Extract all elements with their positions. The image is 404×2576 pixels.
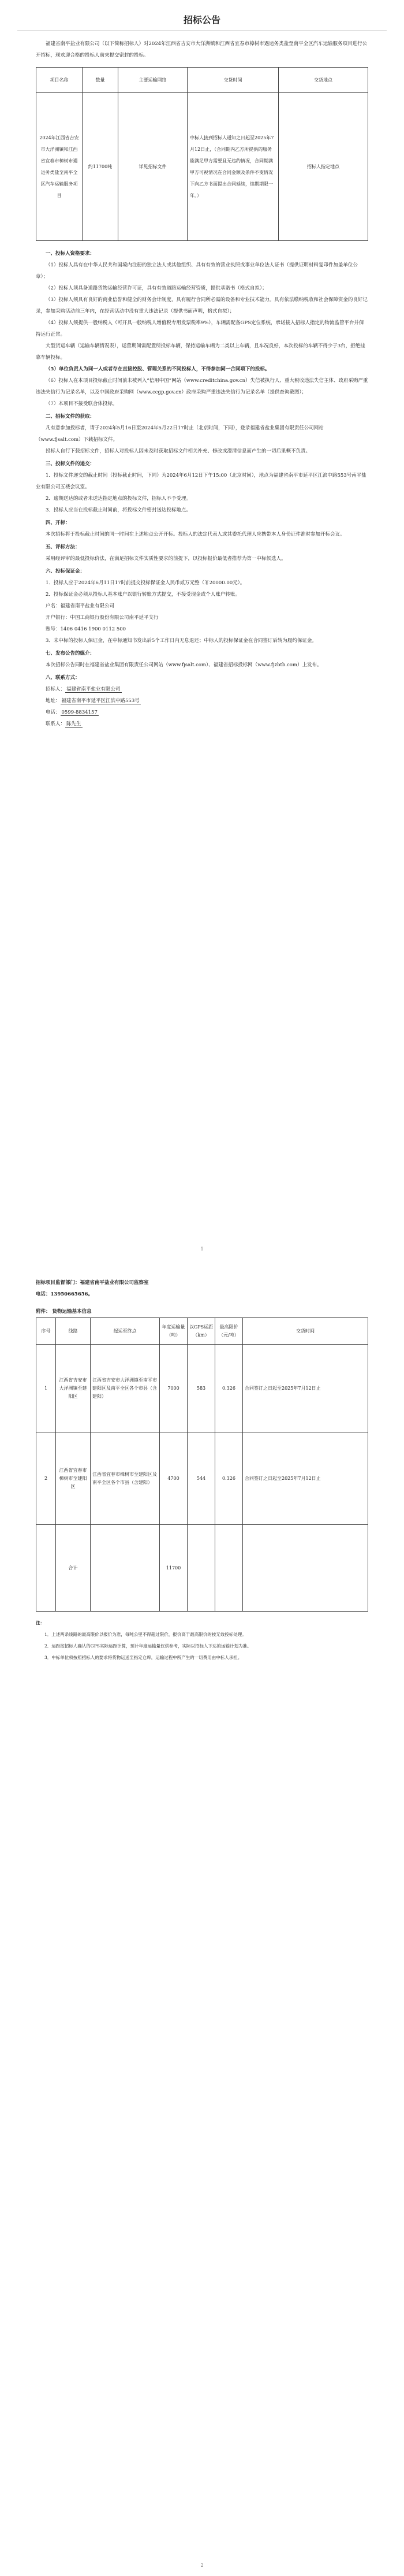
table-header-cell: 主要运输网络: [118, 68, 188, 93]
note-item: 3．中标单位须按照招标人的要求将货物运送至指定仓库，运输过程中所产生的一切费用由中标人承担。: [44, 1655, 242, 1660]
supervision-phone: 电话：13950665656。: [36, 1291, 93, 1297]
submission-item: 3．投标人应当在投标截止时间前，将投标文件密封送达投标地点。: [46, 507, 191, 513]
media-item: 本次招标公告同时在福建省盐业集团有限责任公司网站（www.fjsalt.com）、福建省招标投标网（www.fjzbtb.com）上发布。: [46, 662, 322, 668]
document-page-1: [0, 0, 404, 1260]
bond-item: 2．投标保证金必须从投标人基本账户以银行转账方式提交，不接受现金或个人账户转账。: [46, 592, 240, 597]
table-header-cell: 线路: [56, 1318, 91, 1345]
section-heading: 六、投标保证金：: [46, 569, 85, 574]
table-cell: [91, 1525, 160, 1612]
project-place-cell: 招标人指定地点: [279, 93, 368, 241]
qualification-item: （7）本项目不接受联合体投标。: [46, 401, 118, 407]
qualification-item: （2）投标人须具备道路货物运输经营许可证，具有有效道路运输经营资质，提供承诺书（格式自拟）；: [46, 285, 267, 291]
contact-phone: 电话： 0599-8834157: [46, 710, 98, 715]
project-time-cell: 中标人接到招标人通知之日起至2025年7月12日止，（合同期内乙方所提供的服务能满足甲方需要且无违约情况，合同期满甲方可视情况在合同金额及条件不变情况下向乙方书面提出合同延续，续期期限一年。）: [188, 93, 279, 241]
table-header-cell: 以GPS运距（km）: [188, 1318, 215, 1345]
opening-item: 本次招标将于投标截止时间的同一时间在上述地点公开开标。投标人的法定代表人或其委托代理人应携带本人身份证件准时参加开标会议。: [46, 532, 345, 537]
document-title: 招标公告: [183, 14, 220, 25]
table-cell: 合同签订之日起至2025年7月12日止: [243, 1432, 368, 1525]
supervision-line: 招标项目监督部门：福建省南平盐业有限公司监察室: [36, 1280, 149, 1286]
section-heading: 五、评标方法：: [46, 544, 80, 550]
evaluation-item: 采用经评审的最低投标价法，在满足招标文件实质性要求的前提下，以投标报价最低者推荐为第一中标候选人。: [46, 556, 286, 562]
table-cell: 1: [36, 1345, 56, 1432]
table-header-cell: 序号: [36, 1318, 56, 1345]
table-cell: 合同签订之日起至2025年7月12日止: [243, 1345, 368, 1432]
table-cell: 11700: [160, 1525, 188, 1612]
page-number: 1: [200, 1246, 204, 1252]
table-cell: 4700: [160, 1432, 188, 1525]
qualification-item: （3）投标人须具有良好的商业信誉和健全的财务会计制度，具有履行合同所必需的设备和专业技术能力。具有依法缴纳税收和社会保障资金的良好记录，参加采购活动前三年内，在经营活动中没有重大违法记录（提供书面声明，格式自拟）；: [36, 297, 368, 314]
table-header-cell: 交货时间: [243, 1318, 368, 1345]
table-cell: 7000: [160, 1345, 188, 1432]
bank-account-line: 账号：1406 0416 1900 0112 500: [46, 626, 126, 632]
table-row: [36, 1345, 368, 1432]
acquisition-item: 凡有意参加投标者，请于2024年5月16日至2024年5月22日17时止（北京时间，下同），登录福建省盐业集团有限责任公司网站（www.fjsalt.com）下载招标文件。: [36, 425, 324, 443]
section-heading: 二、招标文件的获取：: [46, 414, 95, 420]
project-name-cell: 2024年江西省吉安市大洋洲镇和江西省宜春市樟树市遇运务类盐至南平全区汽车运输服务项目: [36, 93, 83, 241]
document-body-1: [0, 38, 404, 730]
table-row-total: [36, 1525, 368, 1612]
table-cell: 583: [188, 1345, 215, 1432]
intro-paragraph: 福建省南平盐业有限公司（以下简称招标人）对2024年江西省吉安市大洋洲镇和江西省宜春市樟树市遇运务类盐至南平全区汽车运输服务项目进行公开招标，现欢迎合格的投标人前来提交密封的投标。: [36, 41, 368, 58]
table-cell: 江西省宜春市樟树市至建阳区: [56, 1432, 91, 1525]
bond-item: 3．未中标的投标人保证金，在中标通知书发出后5个工作日内无息退还；中标人的投标保证金在合同签订后转为履约保证金。: [46, 638, 317, 644]
table-cell: 江西省吉安市大洋洲镇至南平市建阳区及南平全区各个市县（含建阳）: [91, 1345, 160, 1432]
acquisition-item: 投标人自行下载招标文件，招标人对投标人因未及时获取招标文件相关补充、修改或澄清信息而产生的一切后果概不负责。: [46, 448, 311, 454]
table-cell: 0.326: [215, 1432, 243, 1525]
document-page-2: [0, 1260, 404, 2576]
page-number: 2: [200, 2563, 204, 2568]
note-item: 1．上述两条线路的最高限价以报价为准，每吨公里不得超过限价，报价高于最高限价的按无效投标处理。: [44, 1632, 246, 1637]
table-row: [36, 93, 368, 241]
table-cell: [36, 1525, 56, 1612]
table-header-cell: 起运至终点: [91, 1318, 160, 1345]
table-header-cell: 最高限价（元/吨）: [215, 1318, 243, 1345]
bond-item: 1．投标人应于2024年6月11日17时前提交投标保证金人民币贰万元整（￥20000.00元）。: [46, 580, 245, 586]
freight-table-header: [36, 1318, 368, 1345]
table-cell: 0.326: [215, 1345, 243, 1432]
table-header-cell: 数量: [83, 68, 118, 93]
qualification-item: （5）单位负责人为同一人或者存在直接控股、管理关系的不同投标人，不得参加同一合同项下的投标。: [46, 366, 270, 372]
table-header-cell: 年度运输量（吨）: [160, 1318, 188, 1345]
bank-branch-line: 开户银行：中国工商银行股份有限公司南平延平支行: [46, 615, 159, 621]
section-heading: 四、开标：: [46, 520, 70, 526]
submission-item: 2．逾期送达的或者未送达指定地点的投标文件，招标人不予受理。: [46, 496, 191, 502]
qualification-item: （4）投标人须提供一般纳税人（可开具一般纳税人增值税专用发票税率9%），车辆需配备GPS定位系统，承诺接入招标人指定的物流监管平台并保持运行正常。: [36, 320, 364, 337]
project-network-cell: 详见招标文件: [118, 93, 188, 241]
section-heading: 三、投标文件的递交：: [46, 461, 95, 467]
table-cell: [188, 1525, 215, 1612]
table-header-cell: 交货地点: [279, 68, 368, 93]
submission-item: 1．投标文件递交的截止时间（投标截止时间，下同）为2024年6月12日下午15:00（北京时间），地点为福建省南平市延平区江滨中路553号南平盐业有限公司五楼会议室。: [36, 473, 366, 490]
bank-name-line: 户名：福建省南平盐业有限公司: [46, 603, 115, 609]
section-heading: 七、发布公告的媒介：: [46, 651, 95, 656]
qualification-item: （6）投标人在本项目投标截止时间前未被列入“信用中国”网站（www.creditchina.gov.cn）失信被执行人、重大税收违法失信主体、政府采购严重违法失信行为记录名单，以及中国政府采购网（www.ccgp.gov.cn）政府采购严重违法失信行为记录名单（提供查询截图）；: [36, 378, 368, 395]
document-body-2: [0, 1260, 404, 1664]
table-cell: 2: [36, 1432, 56, 1525]
notes-block: [36, 1617, 368, 1664]
notes-title: 注：: [36, 1620, 44, 1625]
freight-table: [36, 1317, 368, 1612]
table-header-cell: 交货时间: [188, 68, 279, 93]
project-table: [36, 67, 368, 241]
note-item: 2．运距按招标人确认的GPS实际运距计算，预计年度运输量仅供参考，实际以招标人下达的运输计划为准。: [44, 1643, 252, 1649]
project-table-header: [36, 68, 368, 93]
annex-title: 附件： 货物运输基本信息: [36, 1309, 92, 1315]
contact-address: 地址： 福建省南平市延平区江滨中路553号: [46, 698, 140, 704]
contact-person: 联系人： 陈先生: [46, 721, 81, 727]
contact-org: 招标人： 福建省南平盐业有限公司: [46, 686, 121, 692]
project-qty-cell: 约11700吨: [83, 93, 118, 241]
table-cell: 江西省宜春市樟树市至建阳区及南平全区各个市县（含建阳）: [91, 1432, 160, 1525]
qualification-item: （1）投标人具有在中华人民共和国境内注册的独立法人或其他组织、具有有效的营业执照或事业单位法人证书（提供证明材料复印件加盖单位公章）；: [36, 262, 358, 280]
section-heading: 一、投标人资格要求：: [46, 251, 95, 257]
table-cell: 合计: [56, 1525, 91, 1612]
table-cell: [215, 1525, 243, 1612]
table-row: [36, 1432, 368, 1525]
table-cell: 江西省吉安市大洋洲镇至建阳区: [56, 1345, 91, 1432]
qualification-item: 大型货运车辆（运输车辆情况表），运营期间需配置所投标车辆，保持运输车辆为二类以上车辆，且车况良好，本次投标的车辆不得少于3台，拒绝挂靠车辆投标。: [36, 343, 365, 361]
table-header-cell: 项目名称: [36, 68, 83, 93]
table-cell: 544: [188, 1432, 215, 1525]
table-cell: [243, 1525, 368, 1612]
section-heading: 八、联系方式：: [46, 675, 80, 681]
